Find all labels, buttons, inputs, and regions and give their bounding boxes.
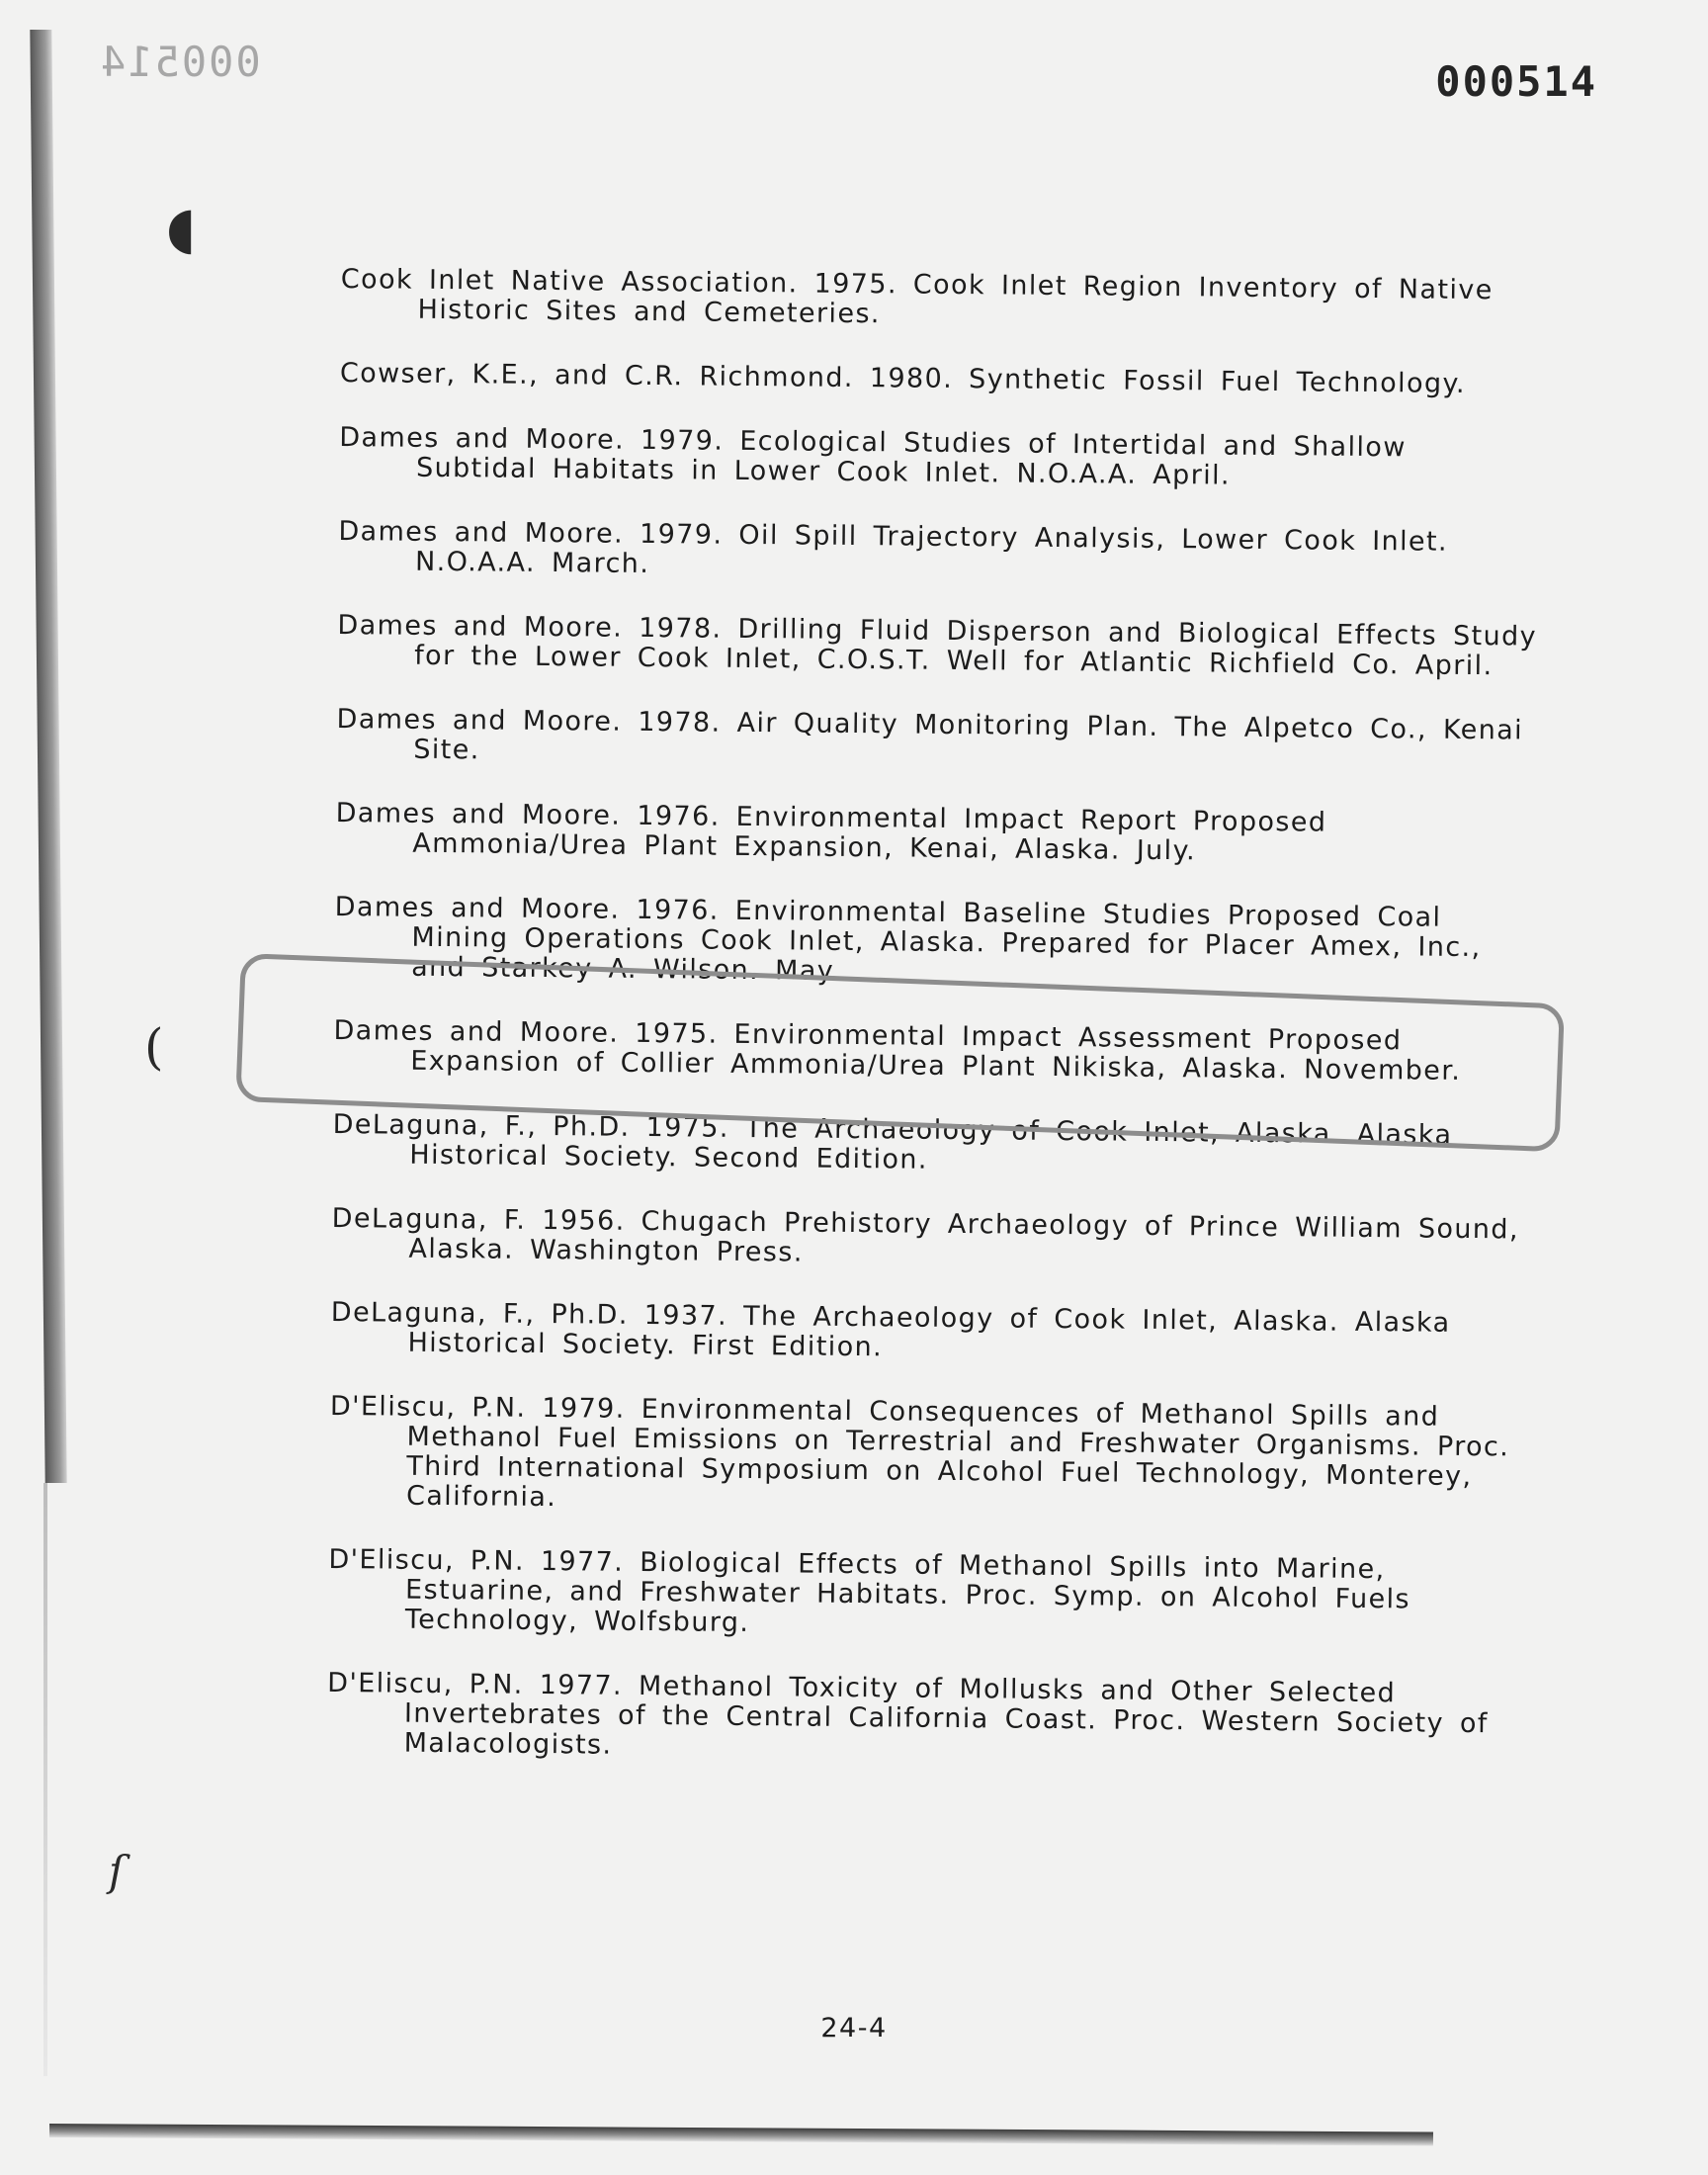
- reference-entry: Dames and Moore. 1975. Environmental Impact Assessment Proposed Expansion of Collier Ammonia/Urea Plant Nikiska, Alaska. November.: [333, 1014, 1462, 1087]
- margin-pen-mark: ſ: [109, 1847, 125, 1895]
- margin-bracket-mark: (: [144, 1018, 164, 1076]
- reference-entry: DeLaguna, F., Ph.D. 1937. The Archaeology of Cook Inlet, Alaska. Alaska Historical Society. First Edition.: [330, 1296, 1451, 1363]
- reference-entry: Dames and Moore. 1976. Environmental Impact Report Proposed Ammonia/Urea Plant Expansion, Kenai, Alaska. July.: [335, 797, 1327, 867]
- reference-entry: D'Eliscu, P.N. 1977. Methanol Toxicity of Mollusks and Other Selected Invertebrates of the Central California Coast. Proc. Western Society of Malacologists.: [327, 1667, 1489, 1761]
- reference-entry: D'Eliscu, P.N. 1977. Biological Effects of Methanol Spills into Marine, Estuarine, and Freshwater Habitats. Proc. Symp. on Alcohol Fuels Technology, Wolfsburg.: [328, 1543, 1411, 1639]
- scanner-edge-fade: [43, 1483, 47, 2076]
- reference-entry: Dames and Moore. 1978. Drilling Fluid Disperson and Biological Effects Study for the Lower Cook Inlet, C.O.S.T. Well for Atlantic Richfield Co. April.: [337, 609, 1538, 682]
- page-number: 24-4: [820, 2013, 888, 2044]
- reference-entry: DeLaguna, F., Ph.D. 1975. The Archaeology of Cook Inlet, Alaska. Alaska Historical Society. Second Edition.: [332, 1108, 1453, 1175]
- hole-punch-mark: ◖: [166, 194, 197, 261]
- reference-entry: D'Eliscu, P.N. 1979. Environmental Consequences of Methanol Spills and Methanol Fuel Emissions on Terrestrial and Freshwater Organisms. Proc. Third International Symposium on Alcohol Fuel Technology, Monterey, California.: [329, 1390, 1510, 1514]
- reference-entry: Dames and Moore. 1978. Air Quality Monitoring Plan. The Alpetco Co., Kenai Site.: [336, 703, 1524, 766]
- reference-entry: DeLaguna, F. 1956. Chugach Prehistory Archaeology of Prince William Sound, Alaska. Washington Press.: [331, 1202, 1520, 1268]
- reference-entry: Dames and Moore. 1979. Ecological Studies of Intertidal and Shallow Subtidal Habitats in Lower Cook Inlet. N.O.A.A. April.: [339, 421, 1407, 491]
- reference-entry: Cowser, K.E., and C.R. Richmond. 1980. Synthetic Fossil Fuel Technology.: [339, 357, 1467, 399]
- scanner-edge-shadow: [30, 30, 66, 1483]
- document-number-stamp: 000514: [1435, 57, 1597, 106]
- reference-entry-circled: Dames and Moore. 1976. Environmental Baseline Studies Proposed Coal Mining Operations Cook Inlet, Alaska. Prepared for Placer Amex, Inc., and Starkey A. Wilson. May.: [334, 891, 1482, 987]
- bleed-through-stamp: 000514: [99, 38, 261, 86]
- scanner-bottom-edge: [49, 2124, 1433, 2146]
- reference-entry: Cook Inlet Native Association. 1975. Cook Inlet Region Inventory of Native Historic Sites and Cemeteries.: [340, 264, 1494, 330]
- reference-entry: Dames and Moore. 1979. Oil Spill Trajectory Analysis, Lower Cook Inlet. N.O.A.A. March.: [338, 515, 1449, 580]
